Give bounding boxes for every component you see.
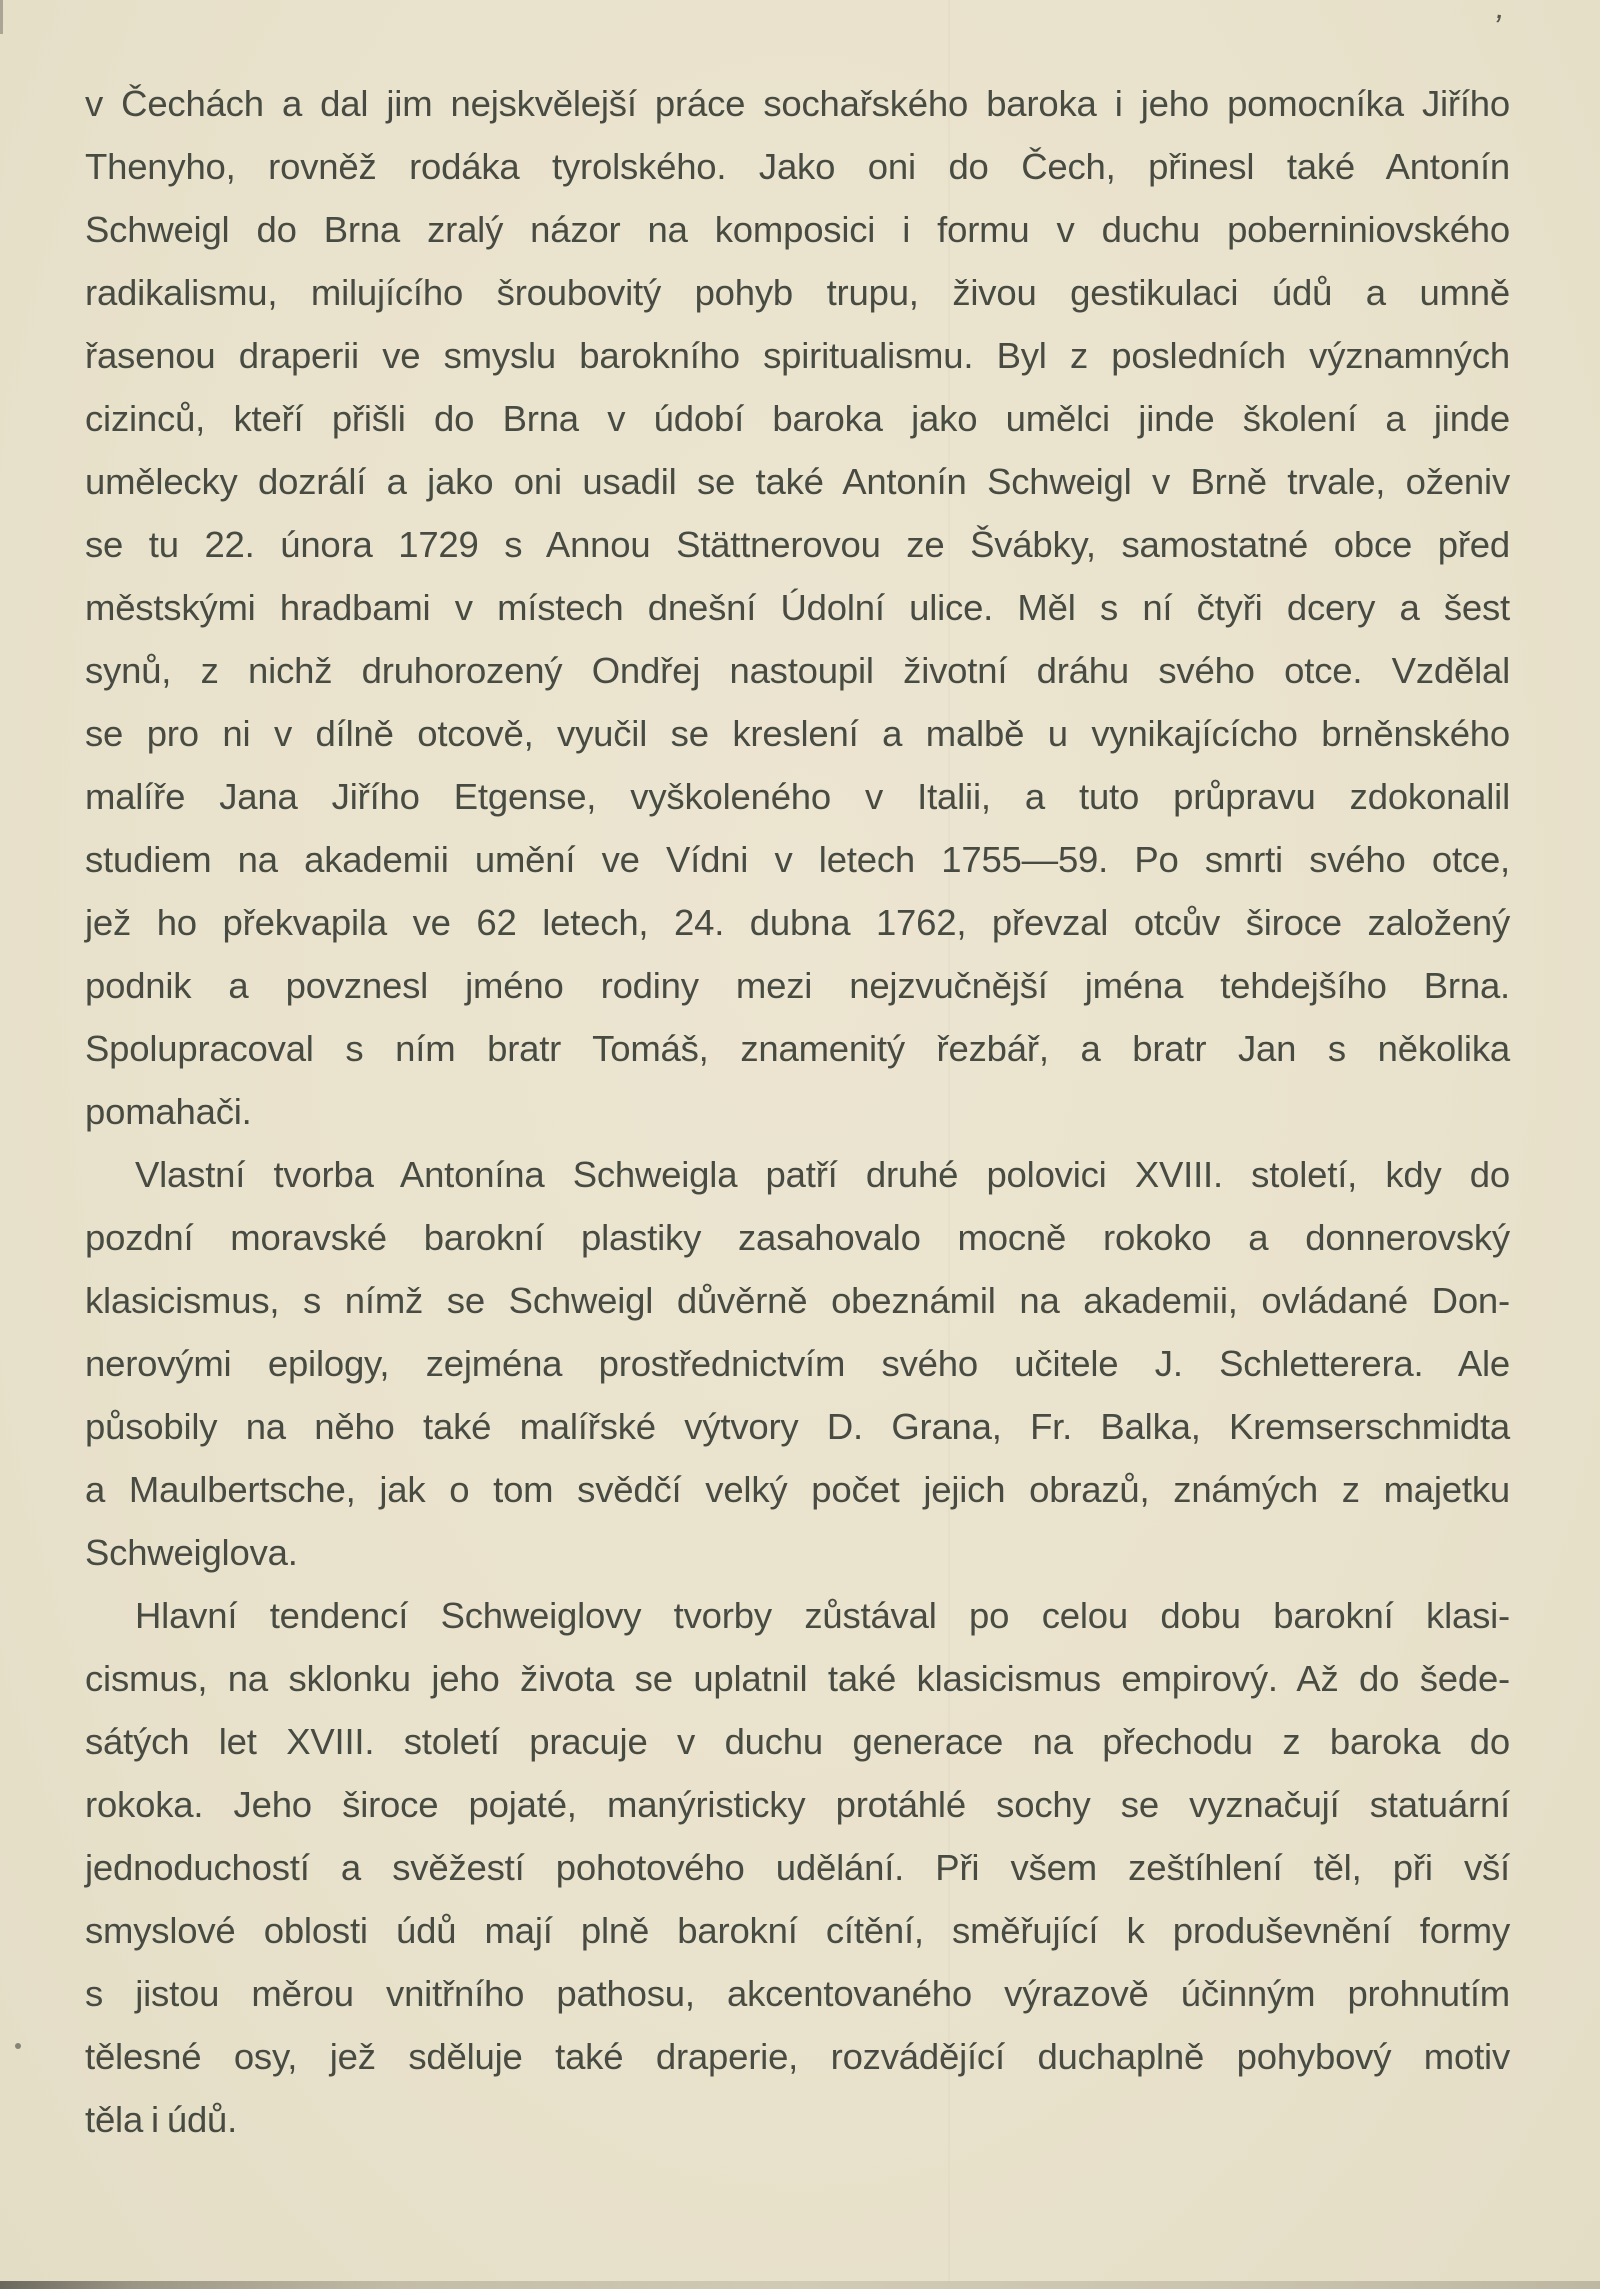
text-line: a Maulbertsche, jak o tom svědčí velký počet jejich obrazů, známých z majetku xyxy=(85,1469,1510,1510)
paragraph xyxy=(85,72,1510,1143)
text-line: pozdní moravské barokní plastiky zasahovalo mocně rokoko a donnerovský xyxy=(85,1217,1510,1258)
text-line: Schweiglova. xyxy=(85,1532,298,1573)
text-line: podnik a povznesl jméno rodiny mezi nejzvučnější jména tehdejšího Brna. xyxy=(85,965,1510,1006)
paragraph xyxy=(85,1143,1510,1584)
text-line: Thenyho, rovněž rodáka tyrolského. Jako oni do Čech, přinesl také Antonín xyxy=(85,146,1510,187)
text-line: jednoduchostí a svěžestí pohotového udělání. Při všem zeštíhlení těl, při vší xyxy=(85,1847,1510,1888)
text-line: městskými hradbami v místech dnešní Údolní ulice. Měl s ní čtyři dcery a šest xyxy=(85,587,1510,628)
text-line: tělesné osy, jež sděluje také draperie, rozvádějící duchaplně pohybový motiv xyxy=(85,2036,1510,2077)
text-line: radikalismu, milujícího šroubovitý pohyb trupu, živou gestikulaci údů a umně xyxy=(85,272,1510,313)
text-line: jež ho překvapila ve 62 letech, 24. dubna 1762, převzal otcův široce založený xyxy=(85,902,1510,943)
text-line: působily na něho také malířské výtvory D. Grana, Fr. Balka, Kremserschmidta xyxy=(85,1406,1510,1447)
ink-speck xyxy=(15,2043,21,2049)
text-line: klasicismus, s nímž se Schweigl důvěrně obeznámil na akademii, ovládané Don- xyxy=(85,1280,1510,1321)
text-line: Vlastní tvorba Antonína Schweigla patří druhé polovici XVIII. století, kdy do xyxy=(135,1154,1510,1195)
text-line: sátých let XVIII. století pracuje v duchu generace na přechodu z baroka do xyxy=(85,1721,1510,1762)
text-line: cizinců, kteří přišli do Brna v údobí baroka jako umělci jinde školení a jinde xyxy=(85,398,1510,439)
text-line: s jistou měrou vnitřního pathosu, akcentovaného výrazově účinným prohnutím xyxy=(85,1973,1510,2014)
paragraph xyxy=(85,1584,1510,2151)
text-line: se pro ni v dílně otcově, vyučil se kreslení a malbě u vynikajícícho brněnského xyxy=(85,713,1510,754)
stray-ink-mark: ’ xyxy=(1489,7,1505,47)
text-line: cismus, na sklonku jeho života se uplatnil také klasicismus empirový. Až do šede- xyxy=(85,1658,1510,1699)
text-line: nerovými epilogy, zejména prostřednictvím svého učitele J. Schletterera. Ale xyxy=(85,1343,1510,1384)
book-page xyxy=(85,72,1510,2151)
text-line: rokoka. Jeho široce pojaté, manýristicky protáhlé sochy se vyznačují statuární xyxy=(85,1784,1510,1825)
text-line: Hlavní tendencí Schweiglovy tvorby zůstával po celou dobu barokní klasi- xyxy=(135,1595,1510,1636)
text-line: v Čechách a dal jim nejskvělejší práce sochařského baroka i jeho pomocníka Jiřího xyxy=(85,83,1510,124)
text-line: Schweigl do Brna zralý názor na komposici i formu v duchu poberniniovského xyxy=(85,209,1510,250)
text-line: Spolupracoval s ním bratr Tomáš, znamenitý řezbář, a bratr Jan s několika xyxy=(85,1028,1510,1069)
text-line: malíře Jana Jiřího Etgense, vyškoleného v Italii, a tuto průpravu zdokonalil xyxy=(85,776,1510,817)
text-line: umělecky dozrálí a jako oni usadil se také Antonín Schweigl v Brně trvale, oženiv xyxy=(85,461,1510,502)
text-line: smyslové oblosti údů mají plně barokní cítění, směřující k produševnění formy xyxy=(85,1910,1510,1951)
text-line: těla i údů. xyxy=(85,2099,238,2140)
text-line: studiem na akademii umění ve Vídni v letech 1755—59. Po smrti svého otce, xyxy=(85,839,1510,880)
text-line: pomahači. xyxy=(85,1091,252,1132)
scan-bottom-edge xyxy=(0,2281,1600,2289)
text-line: řasenou draperii ve smyslu barokního spiritualismu. Byl z posledních významných xyxy=(85,335,1510,376)
scan-edge-artifact xyxy=(0,0,3,34)
text-line: synů, z nichž druhorozený Ondřej nastoupil životní dráhu svého otce. Vzdělal xyxy=(85,650,1510,691)
text-line: se tu 22. února 1729 s Annou Stättnerovou ze Švábky, samostatné obce před xyxy=(85,524,1510,565)
